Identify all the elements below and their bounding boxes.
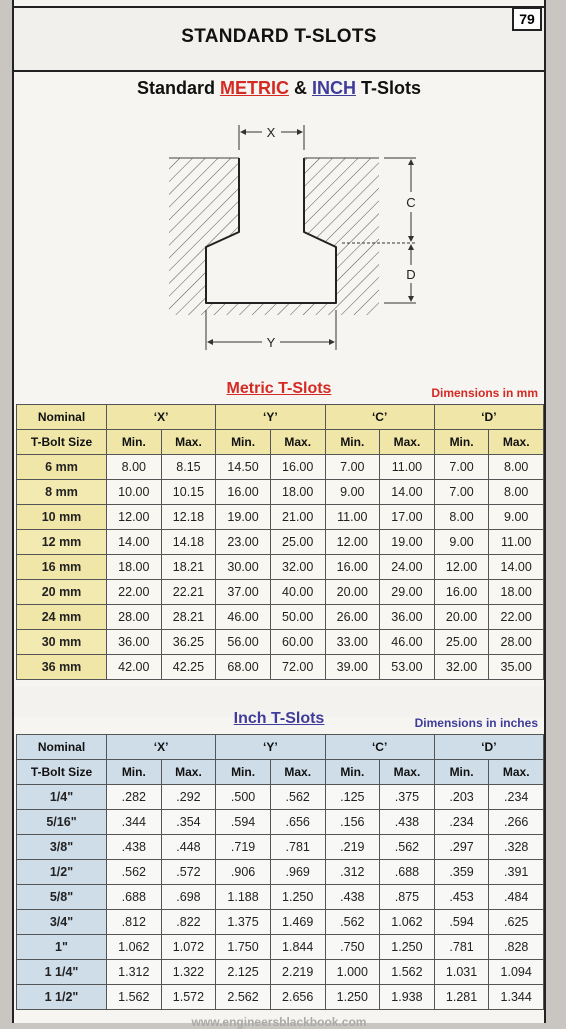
- value-cell: .969: [270, 860, 325, 885]
- metric-header-d: ‘D’: [434, 405, 543, 430]
- value-cell: 50.00: [270, 605, 325, 630]
- value-cell: 25.00: [270, 530, 325, 555]
- value-cell: .688: [380, 860, 435, 885]
- table-row: [17, 960, 544, 985]
- value-cell: 12.18: [161, 505, 216, 530]
- page-title: STANDARD T-SLOTS: [181, 26, 377, 47]
- page: [12, 0, 546, 1029]
- value-cell: 1.312: [107, 960, 162, 985]
- value-cell: 60.00: [270, 630, 325, 655]
- value-cell: 46.00: [380, 630, 435, 655]
- value-cell: 26.00: [325, 605, 380, 630]
- value-cell: 9.00: [325, 480, 380, 505]
- value-cell: .812: [107, 910, 162, 935]
- value-cell: 32.00: [434, 655, 489, 680]
- table-row: [17, 580, 544, 605]
- value-cell: .234: [489, 785, 544, 810]
- table-row: [17, 810, 544, 835]
- table-row: [17, 935, 544, 960]
- value-cell: 42.00: [107, 655, 162, 680]
- value-cell: .594: [216, 810, 271, 835]
- metric-dims-note: Dimensions in mm: [431, 386, 538, 400]
- table-row: [17, 655, 544, 680]
- page-header: [14, 6, 544, 72]
- inch-header-y: ‘Y’: [216, 735, 325, 760]
- value-cell: 16.00: [325, 555, 380, 580]
- value-cell: .562: [270, 785, 325, 810]
- value-cell: 1.188: [216, 885, 271, 910]
- value-cell: 14.00: [107, 530, 162, 555]
- value-cell: 16.00: [434, 580, 489, 605]
- value-cell: .656: [270, 810, 325, 835]
- value-cell: 8.00: [434, 505, 489, 530]
- value-cell: .906: [216, 860, 271, 885]
- inch-header-min: Min.: [107, 760, 162, 785]
- value-cell: 28.00: [489, 630, 544, 655]
- inch-header-bolt: T-Bolt Size: [17, 760, 107, 785]
- subtitle-prefix: Standard: [136, 78, 220, 98]
- value-cell: 37.00: [216, 580, 271, 605]
- value-cell: 1.062: [107, 935, 162, 960]
- value-cell: 1.938: [380, 985, 435, 1010]
- value-cell: 11.00: [489, 530, 544, 555]
- bolt-size-cell: 1 1/2": [17, 985, 107, 1010]
- value-cell: 28.00: [107, 605, 162, 630]
- dimension-d-label: D: [406, 267, 416, 282]
- bolt-size-cell: 24 mm: [17, 605, 107, 630]
- value-cell: .438: [325, 885, 380, 910]
- inch-dims-note: Dimensions in inches: [414, 716, 538, 730]
- value-cell: 36.25: [161, 630, 216, 655]
- value-cell: 8.15: [161, 455, 216, 480]
- value-cell: 1.281: [434, 985, 489, 1010]
- value-cell: 1.322: [161, 960, 216, 985]
- dimension-y-label: Y: [266, 335, 276, 350]
- value-cell: .562: [380, 835, 435, 860]
- table-row: [17, 785, 544, 810]
- metric-header-min: Min.: [107, 430, 162, 455]
- value-cell: .594: [434, 910, 489, 935]
- value-cell: .312: [325, 860, 380, 885]
- value-cell: 7.00: [434, 455, 489, 480]
- value-cell: .297: [434, 835, 489, 860]
- value-cell: 2.219: [270, 960, 325, 985]
- value-cell: 19.00: [216, 505, 271, 530]
- inch-header-max: Max.: [270, 760, 325, 785]
- value-cell: 12.00: [434, 555, 489, 580]
- metric-header-bolt: T-Bolt Size: [17, 430, 107, 455]
- value-cell: 32.00: [270, 555, 325, 580]
- value-cell: 11.00: [325, 505, 380, 530]
- value-cell: 19.00: [380, 530, 435, 555]
- value-cell: 7.00: [434, 480, 489, 505]
- bolt-size-cell: 16 mm: [17, 555, 107, 580]
- t-slot-diagram: [154, 120, 434, 355]
- value-cell: 30.00: [216, 555, 271, 580]
- value-cell: 40.00: [270, 580, 325, 605]
- value-cell: 23.00: [216, 530, 271, 555]
- value-cell: 33.00: [325, 630, 380, 655]
- value-cell: 1.072: [161, 935, 216, 960]
- inch-header-x: ‘X’: [107, 735, 216, 760]
- bolt-size-cell: 10 mm: [17, 505, 107, 530]
- inch-table: [16, 734, 544, 1010]
- table-row: [17, 505, 544, 530]
- subtitle-suffix: T-Slots: [356, 78, 422, 98]
- value-cell: 14.50: [216, 455, 271, 480]
- value-cell: 18.21: [161, 555, 216, 580]
- subtitle: [14, 78, 544, 99]
- metric-table: [16, 404, 544, 680]
- table-row: [17, 860, 544, 885]
- value-cell: 24.00: [380, 555, 435, 580]
- value-cell: 1.562: [380, 960, 435, 985]
- value-cell: 14.00: [489, 555, 544, 580]
- value-cell: .328: [489, 835, 544, 860]
- value-cell: 1.250: [325, 985, 380, 1010]
- value-cell: .282: [107, 785, 162, 810]
- value-cell: 1.750: [216, 935, 271, 960]
- page-number: 79: [512, 7, 542, 31]
- metric-header-x: ‘X’: [107, 405, 216, 430]
- bolt-size-cell: 3/8": [17, 835, 107, 860]
- value-cell: .292: [161, 785, 216, 810]
- value-cell: .438: [380, 810, 435, 835]
- value-cell: 12.00: [325, 530, 380, 555]
- bolt-size-cell: 30 mm: [17, 630, 107, 655]
- value-cell: 17.00: [380, 505, 435, 530]
- value-cell: 20.00: [434, 605, 489, 630]
- value-cell: .125: [325, 785, 380, 810]
- value-cell: 1.572: [161, 985, 216, 1010]
- value-cell: .453: [434, 885, 489, 910]
- metric-header-max: Max.: [270, 430, 325, 455]
- value-cell: 36.00: [380, 605, 435, 630]
- bolt-size-cell: 12 mm: [17, 530, 107, 555]
- value-cell: 1.094: [489, 960, 544, 985]
- subtitle-inch: INCH: [312, 78, 356, 98]
- inch-header-d: ‘D’: [434, 735, 543, 760]
- bolt-size-cell: 6 mm: [17, 455, 107, 480]
- dimension-x-label: X: [266, 125, 276, 140]
- value-cell: .781: [270, 835, 325, 860]
- value-cell: .500: [216, 785, 271, 810]
- value-cell: 12.00: [107, 505, 162, 530]
- value-cell: 22.00: [489, 605, 544, 630]
- metric-section-title: Metric T-Slots: [226, 380, 332, 397]
- value-cell: 10.00: [107, 480, 162, 505]
- value-cell: 46.00: [216, 605, 271, 630]
- dimension-c-label: C: [406, 195, 416, 210]
- value-cell: .875: [380, 885, 435, 910]
- value-cell: .203: [434, 785, 489, 810]
- bolt-size-cell: 1 1/4": [17, 960, 107, 985]
- value-cell: 14.00: [380, 480, 435, 505]
- value-cell: 18.00: [270, 480, 325, 505]
- value-cell: 1.375: [216, 910, 271, 935]
- metric-header-min: Min.: [216, 430, 271, 455]
- value-cell: 68.00: [216, 655, 271, 680]
- value-cell: 8.00: [107, 455, 162, 480]
- table-row: [17, 555, 544, 580]
- value-cell: 1.469: [270, 910, 325, 935]
- value-cell: .562: [325, 910, 380, 935]
- table-row: [17, 480, 544, 505]
- subtitle-metric: METRIC: [219, 78, 289, 98]
- value-cell: 42.25: [161, 655, 216, 680]
- bolt-size-cell: 5/8": [17, 885, 107, 910]
- value-cell: 9.00: [434, 530, 489, 555]
- value-cell: 35.00: [489, 655, 544, 680]
- metric-header-c: ‘C’: [325, 405, 434, 430]
- value-cell: 16.00: [270, 455, 325, 480]
- inch-header-min: Min.: [216, 760, 271, 785]
- table-row: [17, 835, 544, 860]
- bolt-size-cell: 20 mm: [17, 580, 107, 605]
- value-cell: .719: [216, 835, 271, 860]
- value-cell: 1.000: [325, 960, 380, 985]
- inch-header-min: Min.: [325, 760, 380, 785]
- value-cell: 18.00: [107, 555, 162, 580]
- value-cell: .688: [107, 885, 162, 910]
- metric-header-y: ‘Y’: [216, 405, 325, 430]
- value-cell: .391: [489, 860, 544, 885]
- bolt-size-cell: 1/4": [17, 785, 107, 810]
- value-cell: 29.00: [380, 580, 435, 605]
- value-cell: 18.00: [489, 580, 544, 605]
- value-cell: .698: [161, 885, 216, 910]
- value-cell: 16.00: [216, 480, 271, 505]
- value-cell: .484: [489, 885, 544, 910]
- value-cell: 1.062: [380, 910, 435, 935]
- subtitle-and: &: [288, 78, 312, 98]
- bolt-size-cell: 36 mm: [17, 655, 107, 680]
- footer-url: www.engineersblackbook.com: [191, 1015, 367, 1029]
- value-cell: .354: [161, 810, 216, 835]
- value-cell: .572: [161, 860, 216, 885]
- value-cell: 21.00: [270, 505, 325, 530]
- table-row: [17, 985, 544, 1010]
- value-cell: 25.00: [434, 630, 489, 655]
- table-row: [17, 530, 544, 555]
- value-cell: 22.00: [107, 580, 162, 605]
- value-cell: .562: [107, 860, 162, 885]
- bolt-size-cell: 5/16": [17, 810, 107, 835]
- value-cell: .234: [434, 810, 489, 835]
- metric-header-max: Max.: [380, 430, 435, 455]
- metric-header-nominal: Nominal: [17, 405, 107, 430]
- value-cell: 2.562: [216, 985, 271, 1010]
- value-cell: .448: [161, 835, 216, 860]
- value-cell: 1.844: [270, 935, 325, 960]
- value-cell: 9.00: [489, 505, 544, 530]
- value-cell: .750: [325, 935, 380, 960]
- value-cell: 39.00: [325, 655, 380, 680]
- table-row: [17, 455, 544, 480]
- value-cell: 22.21: [161, 580, 216, 605]
- value-cell: 36.00: [107, 630, 162, 655]
- value-cell: .781: [434, 935, 489, 960]
- value-cell: .828: [489, 935, 544, 960]
- value-cell: 8.00: [489, 455, 544, 480]
- inch-header-max: Max.: [161, 760, 216, 785]
- value-cell: 10.15: [161, 480, 216, 505]
- value-cell: 72.00: [270, 655, 325, 680]
- value-cell: 11.00: [380, 455, 435, 480]
- bolt-size-cell: 1": [17, 935, 107, 960]
- inch-header-max: Max.: [489, 760, 544, 785]
- bolt-size-cell: 1/2": [17, 860, 107, 885]
- value-cell: .438: [107, 835, 162, 860]
- inch-header-nominal: Nominal: [17, 735, 107, 760]
- value-cell: 20.00: [325, 580, 380, 605]
- inch-header-c: ‘C’: [325, 735, 434, 760]
- metric-header-min: Min.: [325, 430, 380, 455]
- value-cell: 1.250: [380, 935, 435, 960]
- table-row: [17, 910, 544, 935]
- value-cell: 28.21: [161, 605, 216, 630]
- value-cell: .822: [161, 910, 216, 935]
- value-cell: 53.00: [380, 655, 435, 680]
- value-cell: .375: [380, 785, 435, 810]
- value-cell: 7.00: [325, 455, 380, 480]
- value-cell: 1.031: [434, 960, 489, 985]
- value-cell: .625: [489, 910, 544, 935]
- table-row: [17, 605, 544, 630]
- value-cell: 8.00: [489, 480, 544, 505]
- value-cell: 1.250: [270, 885, 325, 910]
- value-cell: 14.18: [161, 530, 216, 555]
- table-row: [17, 630, 544, 655]
- value-cell: .344: [107, 810, 162, 835]
- inch-section-title: Inch T-Slots: [233, 710, 325, 727]
- inch-header-min: Min.: [434, 760, 489, 785]
- value-cell: 1.562: [107, 985, 162, 1010]
- value-cell: 1.344: [489, 985, 544, 1010]
- value-cell: .219: [325, 835, 380, 860]
- value-cell: .266: [489, 810, 544, 835]
- value-cell: 2.656: [270, 985, 325, 1010]
- value-cell: 2.125: [216, 960, 271, 985]
- bolt-size-cell: 3/4": [17, 910, 107, 935]
- inch-header-max: Max.: [380, 760, 435, 785]
- metric-header-min: Min.: [434, 430, 489, 455]
- metric-header-max: Max.: [161, 430, 216, 455]
- value-cell: .156: [325, 810, 380, 835]
- table-row: [17, 885, 544, 910]
- metric-header-max: Max.: [489, 430, 544, 455]
- bolt-size-cell: 8 mm: [17, 480, 107, 505]
- value-cell: 56.00: [216, 630, 271, 655]
- value-cell: .359: [434, 860, 489, 885]
